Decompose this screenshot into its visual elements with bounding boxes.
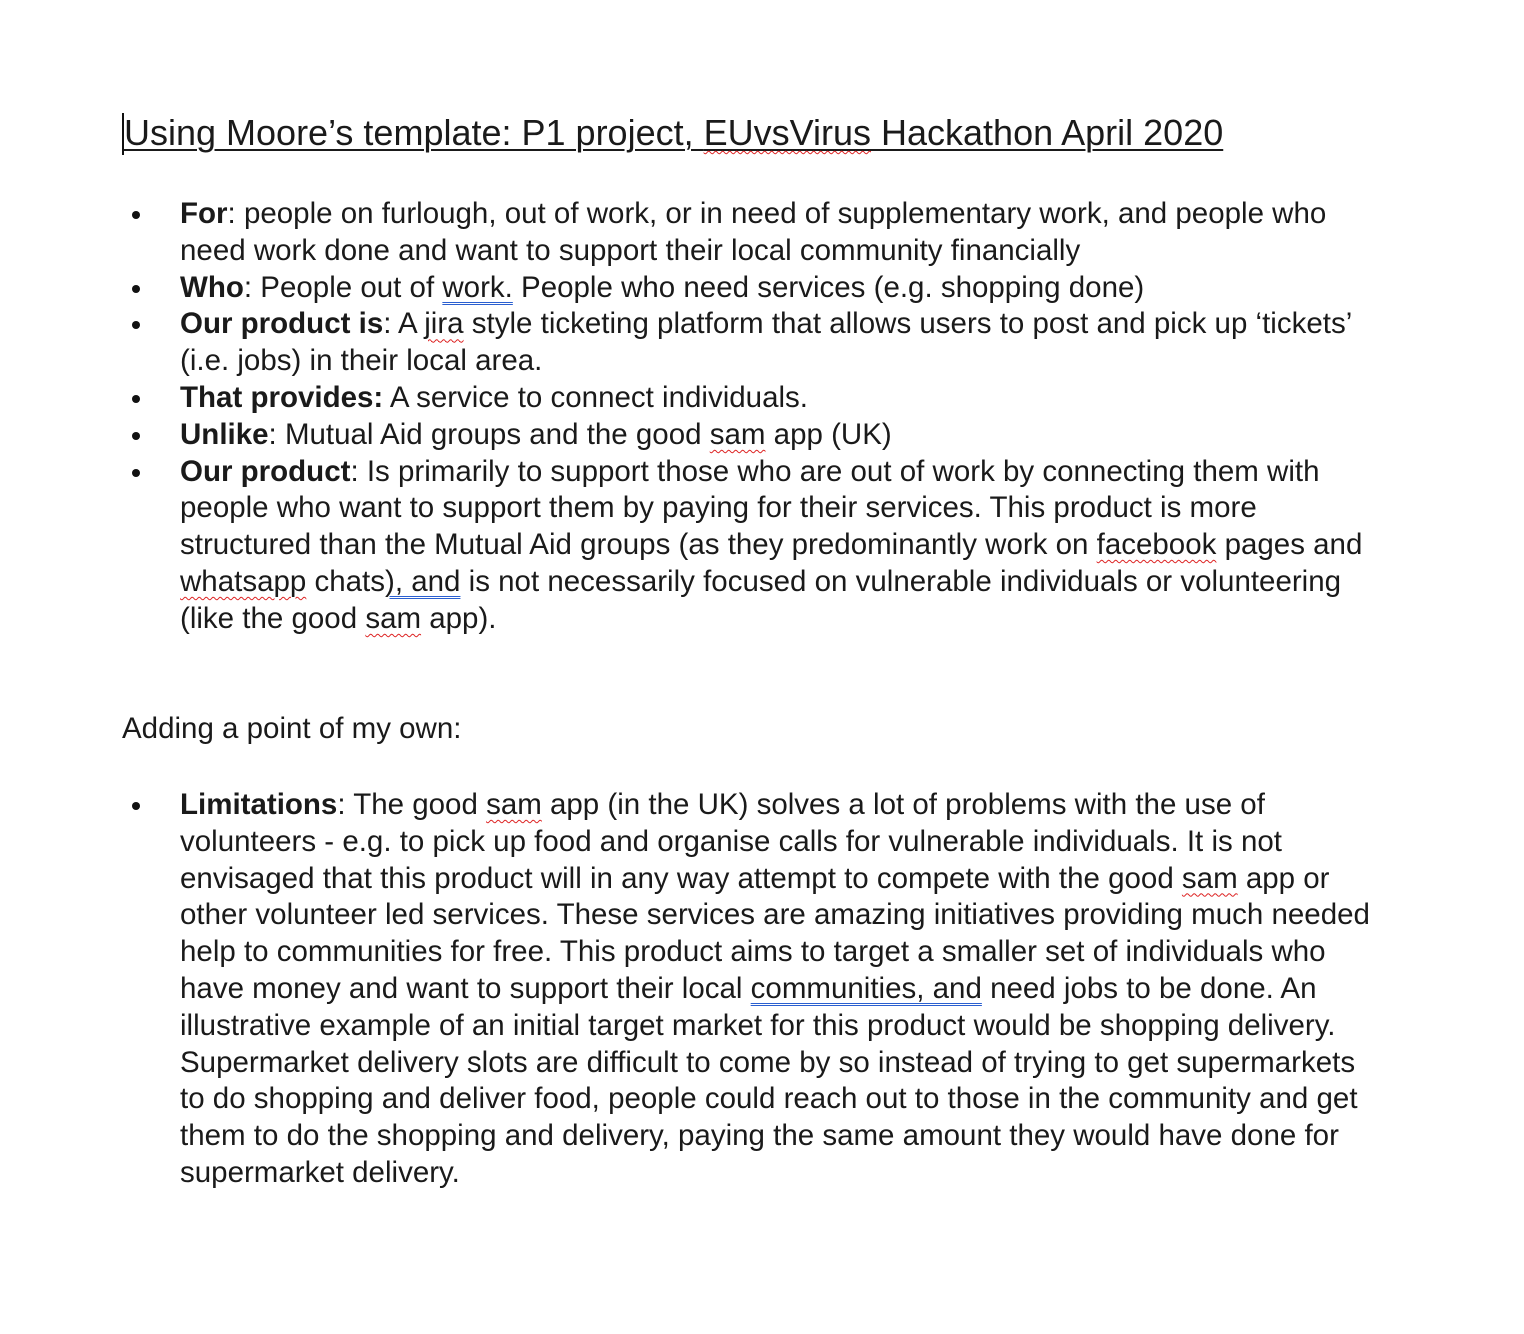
item-separator: :	[268, 417, 285, 451]
item-text: is not necessarily focused on vulnerable individuals or volunteering (like the good	[180, 564, 1342, 635]
list-item[interactable]	[0, 306, 1524, 380]
bullet-icon	[132, 321, 140, 329]
bullet-icon	[132, 211, 140, 219]
spelling-flagged-word[interactable]: whatsapp	[180, 564, 307, 598]
spelling-flagged-word[interactable]: sam	[1181, 861, 1238, 895]
list-item[interactable]	[0, 787, 1524, 1192]
spelling-flagged-word[interactable]: facebook	[1096, 528, 1217, 562]
item-label: Our product	[180, 454, 351, 488]
item-separator: :	[337, 788, 354, 821]
title-prefix: Using Moore’s template: P1 project,	[124, 112, 704, 153]
item-text: app (in the UK) solves a lot of problems with the use of volunteers - e.g. to pick up food and organise calls for vulnerable individuals. It is not envisaged that this product will in any way attempt to compete with the good	[180, 788, 1282, 895]
item-text: pages and	[1216, 528, 1363, 562]
list-item[interactable]	[0, 417, 1524, 454]
item-label: Who	[180, 270, 244, 304]
own-point-heading[interactable]: Adding a point of my own:	[122, 712, 462, 745]
item-text: The good	[353, 788, 487, 821]
spelling-flagged-word[interactable]: sam	[365, 601, 422, 635]
bullet-icon	[132, 395, 140, 403]
grammar-flagged-text[interactable]: communities, and	[750, 971, 982, 1005]
title-flagged-word[interactable]: EUvsVirus	[703, 112, 871, 153]
item-label: Unlike	[180, 417, 269, 451]
item-text: A	[398, 307, 425, 341]
item-text: People out of	[260, 270, 443, 304]
item-separator: :	[227, 197, 244, 230]
item-text: app or other volunteer led services. These services are amazing initiatives providing much needed help to communities for free. This product aims to target a smaller set of individuals who have money and want to support their local	[180, 861, 1370, 1005]
own-points-list	[0, 787, 1524, 1192]
bullet-icon	[132, 432, 140, 440]
item-label: That provides:	[180, 380, 384, 414]
item-label: Our product is	[180, 307, 384, 341]
item-text: style ticketing platform that allows users to post and pick up ‘tickets’ (i.e. jobs) in their local area.	[180, 307, 1352, 378]
list-item[interactable]	[0, 196, 1524, 270]
spelling-flagged-word[interactable]: sam	[709, 417, 766, 451]
item-text: People who need services (e.g. shopping done)	[512, 270, 1145, 304]
grammar-flagged-text[interactable]: ), and	[385, 564, 461, 598]
item-text: app).	[421, 601, 497, 635]
item-text: app (UK)	[765, 417, 892, 451]
item-text: A service to connect individuals.	[389, 380, 808, 414]
bullet-icon	[132, 802, 140, 810]
item-separator	[383, 381, 390, 414]
item-text: chats	[306, 564, 386, 598]
item-label: For	[180, 197, 228, 230]
item-text: Is primarily to support those who are out of work by connecting them with people who want to support them by paying for their services. This product is more structured than the Mutual Aid groups (as they predominantly work on	[180, 454, 1320, 562]
moore-template-list	[0, 196, 1524, 638]
list-item[interactable]	[0, 270, 1524, 307]
item-separator: :	[243, 270, 261, 304]
item-text: people on furlough, out of work, or in need of supplementary work, and people who need work done and want to support their local community financially	[180, 197, 1327, 267]
item-text: Mutual Aid groups and the good	[284, 417, 710, 451]
item-separator: :	[383, 307, 398, 341]
item-separator: :	[350, 454, 367, 488]
bullet-icon	[132, 285, 140, 293]
document-title[interactable]	[124, 108, 1223, 158]
spelling-flagged-word[interactable]: sam	[486, 788, 542, 821]
list-item[interactable]	[0, 454, 1524, 638]
item-text: need jobs to be done. An illustrative example of an initial target market for this product would be shopping delivery. Supermarket delivery slots are difficult to come by so instead of trying to get supermarkets to do shopping and deliver food, people could reach out to those in the community and get them to do the shopping and delivery, paying the same amount they would have done for supermarket delivery.	[180, 971, 1358, 1189]
item-label: Limitations	[180, 788, 338, 821]
grammar-flagged-text[interactable]: work.	[442, 270, 513, 304]
spelling-flagged-word[interactable]: jira	[424, 307, 464, 341]
title-suffix: Hackathon April 2020	[871, 112, 1224, 153]
bullet-icon	[132, 469, 140, 477]
list-item[interactable]	[0, 380, 1524, 417]
